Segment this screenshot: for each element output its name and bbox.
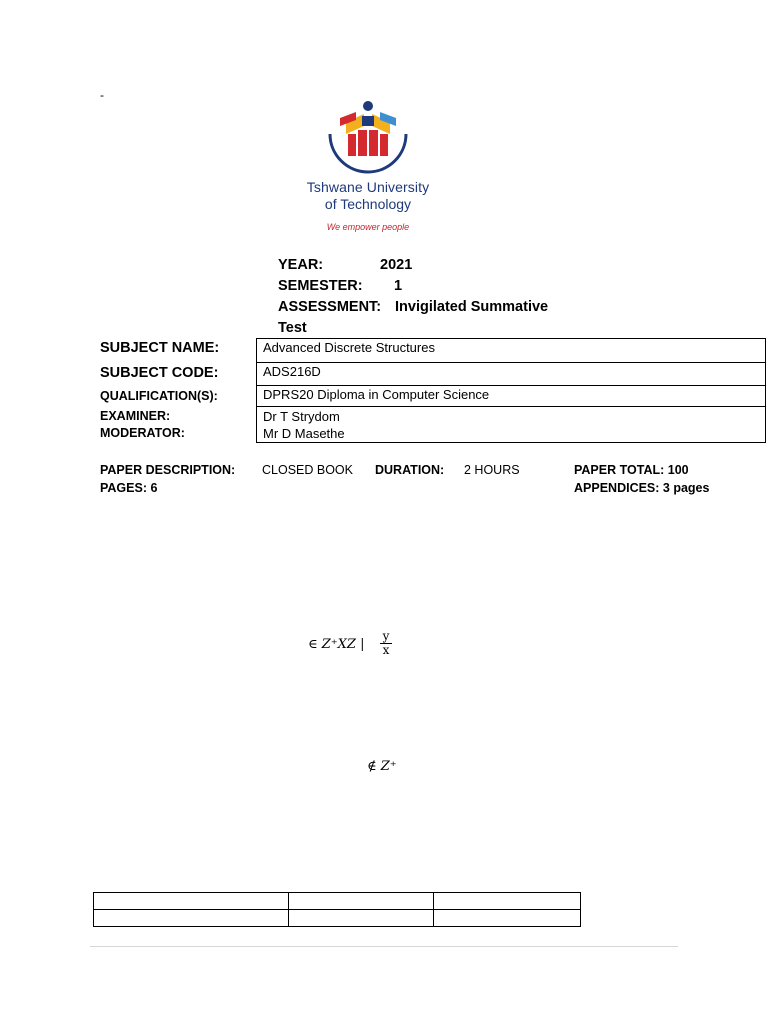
year-value: 2021: [380, 257, 413, 273]
year-label: YEAR:: [278, 257, 324, 273]
fraction-numerator: y: [382, 629, 390, 643]
math-expression-not-in: ∉ Z⁺: [367, 759, 397, 774]
examiner-moderator-box: [256, 406, 766, 443]
table-cell: [289, 910, 434, 927]
paper-total: PAPER TOTAL: 100: [574, 463, 689, 477]
assessment-value: Invigilated Summative: [395, 299, 549, 315]
university-tagline: We empower people: [326, 222, 410, 232]
fraction-denominator: x: [382, 643, 390, 657]
moderator-value: Mr D Masethe: [263, 426, 345, 441]
table-row: [94, 893, 581, 910]
pages-count: PAGES: 6: [100, 481, 158, 495]
table-cell: [434, 910, 581, 927]
math-expression-set: ∈ Z⁺XZ |: [308, 637, 365, 652]
math-fraction: [380, 630, 392, 657]
top-dash: -: [100, 88, 104, 102]
university-name-line2: of Technology: [324, 196, 412, 212]
assessment-label: ASSESSMENT:: [278, 299, 382, 315]
qualification-label: QUALIFICATION(S):: [100, 389, 218, 403]
table-cell: [434, 893, 581, 910]
paper-description-label: PAPER DESCRIPTION:: [100, 463, 236, 477]
table-cell: [94, 910, 289, 927]
semester-label: SEMESTER:: [278, 278, 363, 294]
empty-grid-table: [93, 892, 581, 927]
qualification-value: DPRS20 Diploma in Computer Science: [256, 385, 766, 407]
examiner-value: Dr T Strydom: [263, 409, 340, 424]
university-logo: [318, 98, 448, 238]
paper-description-value: CLOSED BOOK: [262, 463, 353, 477]
assessment-value-cont: Test: [278, 320, 307, 336]
subject-code-value: ADS216D: [256, 362, 766, 386]
logo-emblem-icon: [318, 98, 448, 178]
examiner-label: EXAMINER:: [100, 409, 171, 423]
semester-value: 1: [394, 278, 403, 294]
duration-value: 2 HOURS: [464, 463, 520, 477]
appendices-count: APPENDICES: 3 pages: [574, 481, 710, 495]
table-cell: [289, 893, 434, 910]
moderator-label: MODERATOR:: [100, 426, 185, 440]
duration-label: DURATION:: [375, 463, 445, 477]
subject-name-label: SUBJECT NAME:: [100, 340, 220, 356]
table-cell: [94, 893, 289, 910]
university-name-line1: Tshwane University: [306, 179, 430, 195]
subject-name-value: Advanced Discrete Structures: [256, 338, 766, 363]
subject-code-label: SUBJECT CODE:: [100, 365, 219, 381]
footer-divider: [90, 946, 678, 947]
table-row: [94, 910, 581, 927]
